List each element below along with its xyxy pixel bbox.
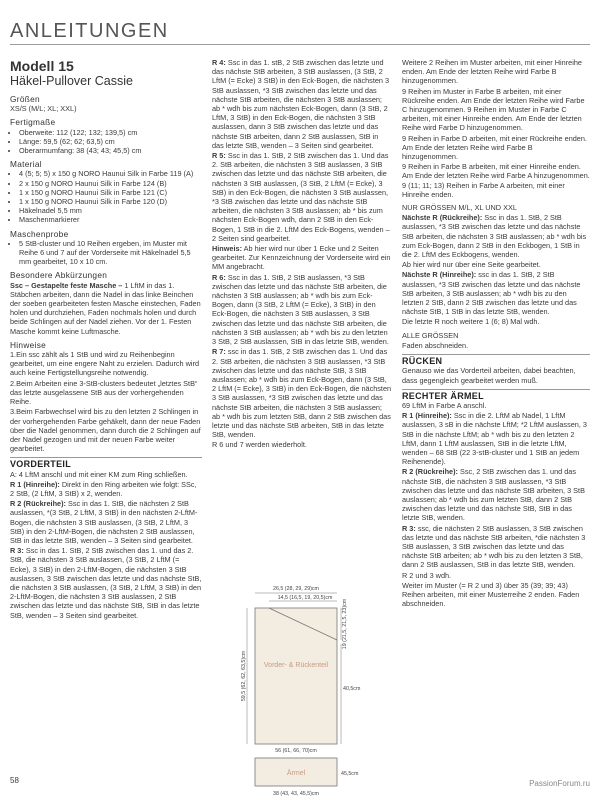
dim-top-total: 26,5 (28, 29, 29)cm [273, 586, 319, 592]
sleeve-intro: 69 LftM in Farbe A anschl. [402, 400, 487, 410]
paragraph: Weitere 2 Reihen im Muster arbeiten, mit einer Hinreihe enden. Am Ende der letzten Reihe wird Farbe B hinzugenommen. [402, 58, 582, 86]
row-text: Ssc in das 1. StB, 2 StB auslassen, *3 StB zwischen das letzte und das nächste StB arbeiten, die nächsten 3 StB auslassen; ab * wdh bis zum Eck-Bogen, dann 2 StB in den Eckbogen, 1 StB in die 2. LftM des Eckbogens, wenden. [402, 213, 587, 260]
paragraph: Ab hier wird nur über eine Seite gearbeitet. [402, 260, 541, 270]
row-label: R 3: [402, 523, 416, 533]
row-label: R 1 (Hinreihe): [10, 479, 60, 489]
note-item: 2.Beim Arbeiten eine 3-StB-clusters bedeutet „letztes StB“ das letzte ausgelassene StB aus der vorhergehenden Reihe. [10, 378, 198, 407]
row-label: R 7: [212, 347, 226, 357]
sleeve-row-3 [402, 524, 590, 570]
notes-heading: Hinweise [10, 339, 47, 350]
row-text: ssc, die nächsten 2 StB auslassen, 3 StB zwischen das letzte und das nächste StB arbeiten, *die nächsten 3 StB auslassen, 3 StB zwischen das letzte und das nächste StB arbeiten; ab * wdh bis zu den letzten 3 StB, dann 2 StB auslassen, StB in das letzte StB, wenden. [402, 523, 586, 570]
sleeve-row-1 [402, 411, 590, 466]
measurements-list [10, 128, 202, 156]
all-sizes-subheading: ALLE GRÖSSEN [402, 330, 459, 340]
repeat-note: R 6 und 7 werden wiederholt. [212, 440, 307, 450]
paragraph: 9 Reihen in Farbe D arbeiten, mit einer Rückreihe enden. Am Ende der letzten Reihe wird Farbe B hinzugenommen. [402, 133, 587, 162]
paragraph: Faden abschneiden. [402, 340, 469, 350]
note-item: 1.Ein ssc zählt als 1 StB und wird zu Reihenbeginn gearbeitet, um eine engere Naht zu erzielen. Dadurch wird auch keine Fertigstellungsreihe notwendig. [10, 350, 200, 378]
back-text: Genauso wie das Vorderteil arbeiten, dabei beachten, dass gegengleich gearbeitet werden muß. [402, 366, 576, 385]
note-item: 3.Beim Farbwechsel wird bis zu den letzten 2 Schlingen in der vorhergehenden Farbe gehäkelt, dann der neue Faden über die Nadel genommen, dann durch die 2 Schlingen auf der Nadel gezogen und mit der neuen Farbe weiter gearbeitet. [10, 407, 201, 454]
sleeve-row-2 [402, 467, 590, 522]
list-item: • 2 x 150 g NORO Haunui Silk in Farbe 124 (B) [19, 179, 202, 188]
model-number: Modell 15 [10, 58, 74, 74]
list-item: • Häkelnadel 5,5 mm [19, 206, 202, 215]
paragraph: Weiter im Muster (= R 2 und 3) über 35 (39; 39; 43) Reihen arbeiten, mit einer Musterreihe 2 enden. Faden abschneiden. [402, 580, 580, 609]
next-row-right-side [402, 270, 590, 316]
dim-bottom-sleeve: 38 (43, 43, 45,5)cm [273, 791, 319, 797]
row-label: Nächste R (Hinreihe): [402, 270, 477, 280]
dim-bottom-body: 56 (61, 66, 70)cm [275, 748, 317, 754]
dim-left: 59,5 (62, 62, 63,5)cm [241, 650, 247, 702]
model-title: Häkel-Pullover Cassie [10, 74, 133, 88]
page-number: 58 [10, 776, 19, 785]
row-label: R 6: [212, 272, 226, 282]
dim-right-upper: 19 (21,5, 21,5, 23)cm [342, 598, 348, 650]
front-intro: A: 4 LftM anschl und mit einer KM zum Ring schließen. [10, 469, 188, 479]
section-header: ANLEITUNGEN [10, 20, 169, 42]
header-rule [10, 44, 590, 45]
row-text: Ssc, 2 StB zwischen das 1. und das nächste StB, die nächsten 3 StB auslassen, *3 StB zwischen das letzte und das nächste StB arbeiten, 3 StB auslassen; ab * wdh bis zum letzten StB, dann 2 StB zwischen das letzte und das nächste StB, StB in das letzte StB, wenden. [402, 467, 585, 523]
row-text: Ssc in das 1. StB, 2 StB zwischen das 1. Und das 2. StB arbeiten, die nächsten 3 StB auslassen, 3 StB zwischen das letzte und das nächste StB arbeiten, die nächsten 3 StB auslassen, (3 StB, 2 LftM (= Ecke), 3 StB) in den Eck-Bogen, die nächsten 3 StB auslassen, *3 StB zwischen das letzte und das nächste StB arbeiten, die nächsten 3 StB auslassen; ab * bis zum nächsten Eck-Bogen wdh, dann 2 StB in den Eck-Bogen, 1 StB in die 2. LftM des Eck-Bogens, wenden – 2 Seiten sind gearbeitet. [212, 151, 390, 243]
row-text: Ssc in das 1. StB, 2 StB auslassen, *3 StB zwischen das letzte und das nächste StB arbeiten, die nächsten 3 StB auslassen; ab * wdh bis zum Eck-Bogen, dann (3 StB, 2 LftM (= Ecke), 3 StB) in den Eck-Bogen, die nächsten 3 StB auslassen, 3 StB zwischen das letzte und das nächste StB arbeiten, die nächsten 3 StB auslassen; ab * wdh bis zu den letzten 3 StB, 2 StB auslassen, StB in das letzte StB, wenden. [212, 272, 389, 347]
row-label: R 2 (Rückreihe): [402, 467, 458, 477]
list-item: • Länge: 59,5 (62; 62; 63,5) cm [19, 137, 202, 146]
row-label: R 1 (Hinreihe): [402, 411, 452, 421]
list-item: • Oberweite: 112 (122; 132; 139,5) cm [19, 128, 202, 137]
paragraph: 9 Reihen im Muster in Farbe B arbeiten, mit einer Rückreihe enden. Am Ende der letzten Reihe wird Farbe C hinzugenommen. 9 Reihen im Muster in Farbe C arbeiten, mit einer Hinreihe enden. Am Ende der letzten Reihe wird Farbe D hinzugenommen. [402, 86, 585, 133]
list-item: • 5 StB-cluster und 10 Reihen ergeben, im Muster mit Reihe 6 und 7 auf der Vorderseite mit Häkelnadel 5,5 mm gearbeitet, 10 x 10 cm. [19, 239, 202, 267]
column-3 [402, 58, 590, 609]
list-item: • 4 (5; 5; 5) x 150 g NORO Haunui Silk in Farbe 119 (A) [19, 169, 202, 178]
abbrev-term: Ssc – Gestapelte feste Masche – [10, 280, 123, 290]
list-item: • Maschenmarkierer [19, 215, 202, 224]
schematic-diagram [225, 560, 405, 800]
row-label: R 5: [212, 151, 226, 161]
right-sleeve-heading: RECHTER ÄRMEL [402, 389, 590, 401]
dim-right-lower: 40,5cm [343, 686, 361, 692]
dim-top-part: 14,5 (16,5, 19, 20,5)cm [277, 595, 333, 601]
row-label: Nächste R (Rückreihe): [402, 213, 483, 223]
row-4 [212, 58, 392, 150]
abbrev-heading: Besondere Abkürzungen [10, 270, 108, 281]
front-heading: VORDERTEIL [10, 457, 202, 469]
row-text: ssc in das 1. StB, 2 StB zwischen das 1. Und das 2. StB arbeiten, die nächsten 3 StB auslassen, *3 StB zwischen das letzte und das nächste StB, 3 StB auslassen; ab * wdh bis zum Eck-Bogen, dann (3 StB, 2 LftM (= Ecke), 3 StB) in den Eck-Bogen, die nächsten 3 StB auslassen, *3 StB zwischen das letzte und das nächste StB arbeiten, die nächsten 3 StB auslassen; ab * wdh bis zum letzten StB, dann 2 StB zwischen das letzte und das nächste StB arbeiten, StB in das letzte StB, wenden. [212, 347, 392, 440]
note [212, 244, 392, 272]
front-back-label: Vorder- & Rückenteil [263, 662, 329, 669]
sizes-subheading: NUR GRÖSSEN M/L, XL UND XXL [402, 203, 517, 213]
row-label: R 4: [212, 58, 226, 67]
row-5 [212, 151, 392, 243]
note-text: Ab hier wird nur über 1 Ecke und 2 Seiten gearbeitet. Zur Kennzeichnung der Vorderseite wird ein MM angebracht. [212, 244, 391, 272]
row-label: R 3: [10, 546, 24, 556]
paragraph: Die letzte R noch weitere 1 (6; 8) Mal wdh. [402, 317, 540, 327]
abbrev-desc: 1 LftM in das 1. Stäbchen arbeiten, dann die Nadel in das linke Beinchen der soeben gearbeiteten festen Masche einstechen, Faden holen und durchziehen, Faden nochmals holen und durch beide Schlingen auf der Nadel ziehen. Vor der 1. Festen Masche kommt keine Luftmasche. [10, 280, 201, 336]
note-label: Hinweis: [212, 244, 243, 254]
front-row-1 [10, 480, 202, 498]
dim-sleeve-right: 45,5cm [341, 771, 359, 777]
list-item: • 1 x 150 g NORO Haunui Silk in Farbe 120 (D) [19, 197, 202, 206]
row-text: Ssc in das 1. StB, 2 StB zwischen das 1. und das 2. StB, die nächsten 3 StB auslassen, (3 StB, 2 LftM (= Ecke), 3 StB) in den 2-LftM-Bogen, die nächsten 3 StB auslassen, 3 StB zwischen das letzte und das nächste StB, die nächsten 3 StB auslassen, (3 StB, 2 LftM, 3 StB) in den 2-LftM-Bogen, die nächsten 3 StB auslassen, 2 StB zwischen das letzte und das nächste StB, StB in das letzte StB, wenden – 3 Seiten sind gearbeitet. [10, 546, 202, 620]
material-list [10, 169, 202, 224]
watermark: PassionForum.ru [529, 779, 590, 788]
front-row-3 [10, 546, 202, 620]
row-label: R 2 (Rückreihe): [10, 499, 66, 509]
row-text: Ssc in die 2. LftM ab Nadel, 1 LftM auslassen, 3 sB in die nächste LftM; *2 LftM auslassen, 3 StB in die nächste LftM; ab * wdh bis zu den letzten 2 LftM, dann 1 LftM auslassen, StB in die letzte LftM, wenden – 68 StB (22 3-stB-cluster und 1 StB an jedem Reihenende). [402, 411, 587, 467]
row-7 [212, 347, 392, 439]
gauge-list [10, 239, 202, 267]
front-row-2 [10, 499, 202, 545]
abbrev-text [10, 281, 202, 336]
row-text: ssc in das 1. StB, 2 StB auslassen, *3 StB zwischen das letzte und das nächste StB arbeiten, 3 StB auslassen; ab * wdh bis zu den letzten 2 StB, dann 2 StB zwischen das letzte und das nächste StB, 1 StB in das letzte StB, wenden. [402, 270, 581, 317]
sleeve-label: Ärmel [286, 770, 306, 777]
column-1 [10, 58, 202, 621]
paragraph: R 2 und 3 wdh. [402, 570, 452, 580]
measurements-heading: Fertigmaße [10, 117, 56, 128]
gauge-heading: Maschenprobe [10, 228, 69, 239]
row-6 [212, 273, 392, 347]
row-text: Ssc in das 1. StB, die nächsten 2 StB auslassen, *(3 StB, 2 LftM, 3 StB) in den nächsten 2-LftM-Bogen, die nächsten 3 StB auslassen, (3 StB, 2 LftM, 3 StB) in den 2-LftM-Bogen, die nächsten 2 StB auslassen, StB in das letzte StB, wenden – 3 Seiten sind gearbeitet. [10, 499, 198, 545]
material-heading: Material [10, 159, 42, 170]
back-heading: RÜCKEN [402, 354, 590, 366]
front-back-panel [255, 608, 337, 744]
column-2 [212, 58, 392, 451]
sizes-heading: Größen [10, 94, 40, 104]
paragraph: 9 Reihen in Farbe B arbeiten, mit einer Hinreihe enden. Am Ende der letzten Reihe wird Farbe A hinzugenommen. 9 (11; 11; 13) Reihen in Farbe A arbeiten, mit einer Hinreihe enden. [402, 162, 590, 199]
list-item: • Oberarmumfang: 38 (43; 43; 45,5) cm [19, 146, 202, 155]
next-row-wrong-side [402, 213, 590, 259]
list-item: • 1 x 150 g NORO Haunui Silk in Farbe 121 (C) [19, 188, 202, 197]
row-text: Ssc in das 1. stB, 2 StB zwischen das letzte und das nächste StB arbeiten, 3 StB auslassen, (3 StB, 2 LftM (= Ecke) 3 StB) in den Eck-Bogen, die nächsten 3 StB auslassen, *3 StB zwischen das letzte und das nächste StB arbeiten, die nächsten 3 StB auslassen; ab * wdh bis zum nächsten Eck-Bogen, dann (3 StB, 2 LftM, 3 StB) in den Eck-Bogen, die nächsten 3 StB auslassen, dann 3 StB zwischen das letzte und das nächste StB arbeiten, dann 2 StB auslassen, StB in das letzte StB, wenden – 3 Seiten sind gearbeitet. [212, 58, 390, 150]
row-text: Direkt in den Ring arbeiten wie folgt: SSc, 2 StB, (2 LftM, 3 StB) x 2, wenden. [10, 479, 197, 498]
sizes-text: XS/S (M/L; XL; XXL) [10, 104, 77, 114]
